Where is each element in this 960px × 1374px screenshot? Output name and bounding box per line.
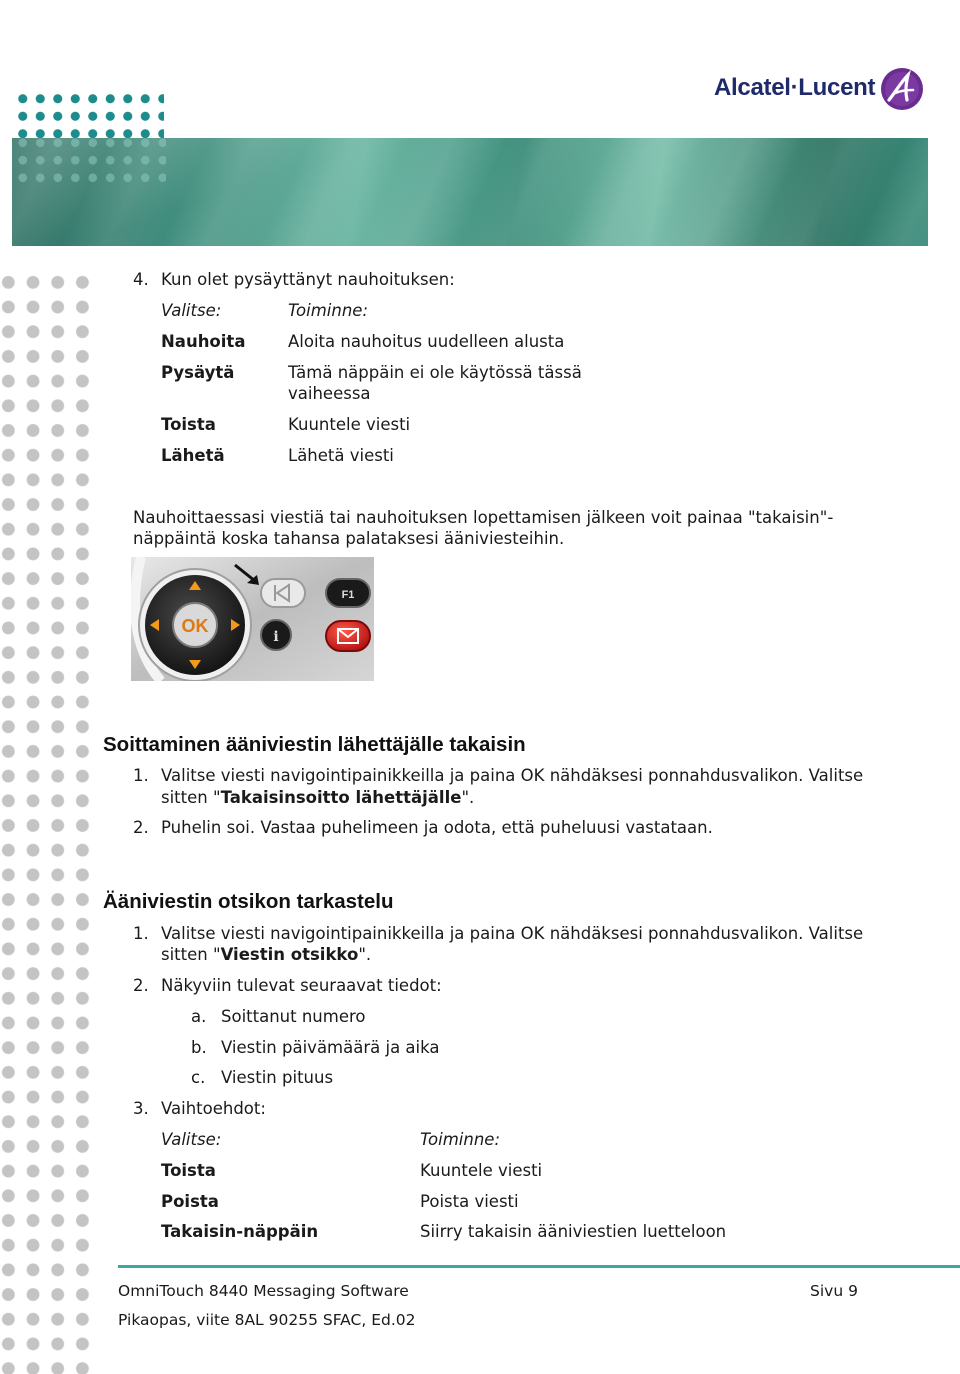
text-fragment: ". [461,788,475,807]
header-step-1-line-2 [161,945,371,964]
table-row-action: Lähetä viesti [288,446,394,465]
header-step-1-number: 1. [133,924,149,943]
note-line-1: Nauhoittaessasi viestiä tai nauhoituksen lopettamisen jälkeen voit painaa "takaisin"- [133,508,834,527]
section-title-header-view: Ääniviestin otsikon tarkastelu [103,890,394,913]
f1-button-label: F1 [341,589,355,601]
callback-step-2-text: Puhelin soi. Vastaa puhelimeen ja odota, että puheluusi vastataan. [161,818,713,837]
header-step-3-number: 3. [133,1099,149,1118]
table-row-action: Kuuntele viesti [420,1161,543,1180]
table-row-key: Toista [161,1161,216,1180]
list-item: Viestin pituus [221,1068,334,1087]
column-header-select: Valitse: [161,301,222,320]
alcatel-lucent-logo-icon [880,67,924,111]
text-fragment: ". [358,945,372,964]
footer-product-name: OmniTouch 8440 Messaging Software [118,1282,409,1300]
list-item-letter: c. [191,1068,206,1087]
info-button-label: i [273,629,279,645]
header-step-1-line-1: Valitse viesti navigointipainikkeilla ja paina OK nähdäksesi ponnahdusvalikon. Valitse [161,924,864,943]
section-title-callback: Soittaminen ääniviestin lähettäjälle takaisin [103,733,526,756]
table-row-action: Poista viesti [420,1192,519,1211]
ok-button-label: OK [181,616,209,636]
keypad-illustration [131,557,374,681]
column-header-action: Toiminne: [420,1130,501,1149]
table-row-action: Aloita nauhoitus uudelleen alusta [288,332,565,351]
header-banner [12,138,928,246]
table-row-action: Siirry takaisin ääniviestien luetteloon [420,1222,727,1241]
step-4-intro: Kun olet pysäyttänyt nauhoituksen: [161,270,455,289]
column-header-select: Valitse: [161,1130,222,1149]
table-row-key: Nauhoita [161,332,246,351]
table-row-key: Pysäytä [161,363,235,382]
table-row-key: Takaisin-näppäin [161,1222,319,1241]
text-fragment: sitten " [161,788,221,807]
decorative-dot-column [0,270,95,1374]
company-logo-text: Alcatel·Lucent [714,74,876,101]
menu-option-name: Takaisinsoitto lähettäjälle [220,788,462,807]
header-step-3-text: Vaihtoehdot: [161,1099,266,1118]
list-item-letter: a. [191,1007,207,1026]
header-step-2-text: Näkyviin tulevat seuraavat tiedot: [161,976,442,995]
list-item-letter: b. [191,1038,207,1057]
note-line-2: näppäintä koska tahansa palataksesi ääniviesteihin. [133,529,565,548]
footer-document-reference: Pikaopas, viite 8AL 90255 SFAC, Ed.02 [118,1311,416,1329]
table-row-key: Toista [161,415,216,434]
callback-step-2-number: 2. [133,818,149,837]
list-item: Viestin päivämäärä ja aika [221,1038,440,1057]
header-step-2-number: 2. [133,976,149,995]
table-row-action: Tämä näppäin ei ole käytössä tässä [288,363,582,382]
callback-step-1-line-1: Valitse viesti navigointipainikkeilla ja paina OK nähdäksesi ponnahdusvalikon. Valitse [161,766,864,785]
callback-step-1-line-2 [161,788,474,807]
header-banner-dots [14,138,166,186]
table-row-key: Poista [161,1192,219,1211]
step-4-number: 4. [133,270,149,289]
column-header-action: Toiminne: [288,301,369,320]
footer-divider [118,1265,960,1268]
table-row-action: Kuuntele viesti [288,415,411,434]
table-row-action-continued: vaiheessa [288,384,371,403]
footer-page-number: Sivu 9 [810,1282,858,1300]
menu-option-name: Viestin otsikko [220,945,359,964]
phone-keypad-image [131,557,374,681]
callback-step-1-number: 1. [133,766,149,785]
list-item: Soittanut numero [221,1007,366,1026]
text-fragment: sitten " [161,945,221,964]
table-row-key: Lähetä [161,446,225,465]
